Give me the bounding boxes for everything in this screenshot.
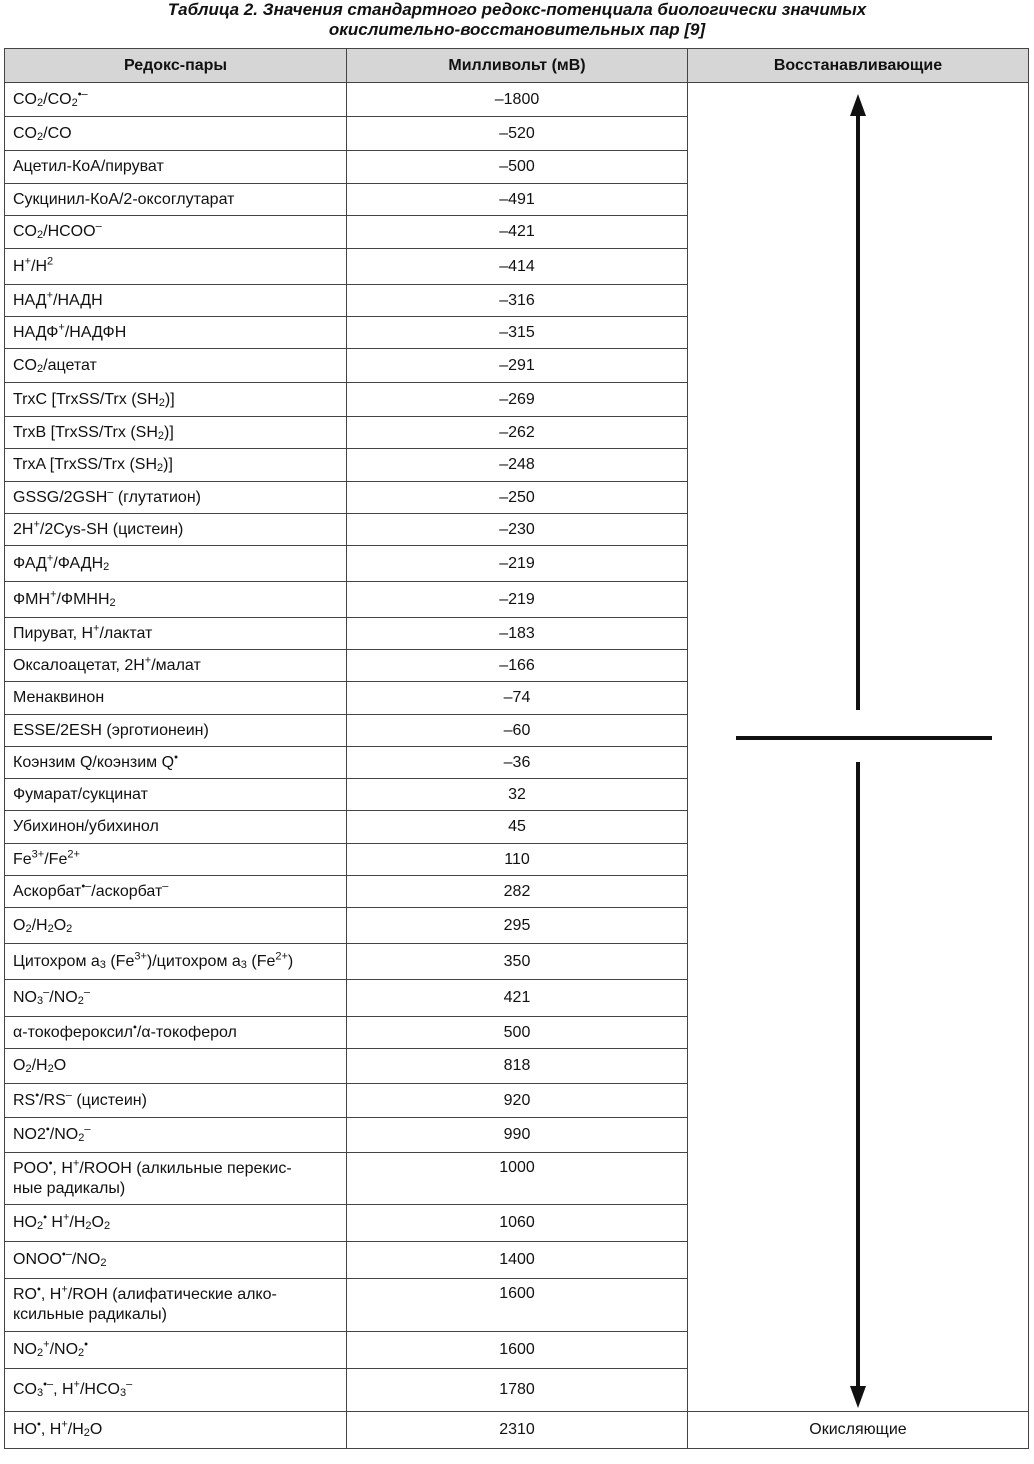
redox-pair-cell: TrxA [TrxSS/Trx $(SH_2)$]: [5, 449, 347, 482]
millivolt-cell: –500: [347, 151, 688, 184]
redox-pair-cell: $NO_2^+/NO_2^•$: [5, 1332, 347, 1369]
millivolt-cell: –520: [347, 117, 688, 151]
millivolt-cell: –74: [347, 682, 688, 715]
millivolt-cell: –1800: [347, 83, 688, 117]
redox-pair-cell: $CO_2/CO$: [5, 117, 347, 151]
millivolt-cell: –315: [347, 317, 688, 349]
redox-pair-cell: $Fe^{3+}/Fe^{2+}$: [5, 844, 347, 876]
redox-pair-cell: Аскорбат•–/аскорбат–: [5, 876, 347, 908]
redox-pair-cell: $HO_2^•$ $H^+/H_2O_2$: [5, 1205, 347, 1242]
millivolt-cell: –414: [347, 249, 688, 285]
redox-pair-cell: Менаквинон: [5, 682, 347, 715]
redox-pair-cell: Ацетил-КоА/пируват: [5, 151, 347, 184]
millivolt-cell: 282: [347, 876, 688, 908]
millivolt-cell: –60: [347, 715, 688, 747]
millivolt-cell: 1780: [347, 1369, 688, 1412]
millivolt-cell: 990: [347, 1118, 688, 1153]
millivolt-cell: 110: [347, 844, 688, 876]
redox-pair-cell: GSSG/2GSH– (глутатион): [5, 482, 347, 514]
redox-pair-cell: $O_2/H_2O$: [5, 1049, 347, 1084]
millivolt-cell: –491: [347, 184, 688, 216]
millivolt-cell: 45: [347, 811, 688, 844]
caption-line-1: Таблица 2. Значения стандартного редокс-потенциала биологически значимых: [167, 0, 867, 19]
millivolt-cell: –291: [347, 349, 688, 383]
millivolt-cell: 421: [347, 980, 688, 1017]
redox-pair-cell: $CO_2/CO_2^{•-}$: [5, 83, 347, 117]
oxidizing-label: Окисляющие: [688, 1412, 1029, 1449]
redox-pair-cell: TrxB [TrxSS/Trx $(SH_2)$]: [5, 417, 347, 449]
redox-pair-cell: Коэнзим Q/коэнзим Q•: [5, 747, 347, 779]
redox-pair-cell: Фумарат/сукцинат: [5, 779, 347, 811]
millivolt-cell: –250: [347, 482, 688, 514]
millivolt-cell: –248: [347, 449, 688, 482]
redox-pair-cell: Пируват, H+/лактат: [5, 618, 347, 650]
redox-pair-cell: $H^+/H^2$: [5, 249, 347, 285]
redox-pair-cell: НАД+/НАДН: [5, 285, 347, 317]
millivolt-cell: 32: [347, 779, 688, 811]
caption-line-2: окислительно-восстановительных пар [9]: [328, 20, 706, 39]
header-row: [5, 49, 1029, 83]
millivolt-cell: –166: [347, 650, 688, 682]
redox-pair-cell: HO•, $H^+/H_2O$: [5, 1412, 347, 1449]
redox-pair-cell: НАДФ+/НАДФН: [5, 317, 347, 349]
table-caption: [0, 0, 1034, 40]
millivolt-cell: –262: [347, 417, 688, 449]
millivolt-cell: 818: [347, 1049, 688, 1084]
redox-pair-cell: $ФМН^+/ФМНН_2$: [5, 582, 347, 618]
redox-pair-cell: $CO_3^{•-}$, $H^+/HCO_3^-$: [5, 1369, 347, 1412]
redox-pair-cell: $CO_2/HCOO^-$: [5, 216, 347, 249]
redox-pair-cell: TrxC [TrxSS/Trx $(SH_2)$]: [5, 383, 347, 417]
redox-pair-cell: $O_2/H_2O_2$: [5, 908, 347, 944]
redox-pair-cell: $CO_2$/ацетат: [5, 349, 347, 383]
millivolt-cell: 1400: [347, 1242, 688, 1279]
millivolt-cell: –219: [347, 546, 688, 582]
millivolt-cell: –219: [347, 582, 688, 618]
millivolt-cell: 350: [347, 944, 688, 980]
potential-direction-arrows: [690, 82, 1000, 1422]
redox-pair-cell: ESSE/2ESH (эрготионеин): [5, 715, 347, 747]
redox-pair-cell: Сукцинил-КоА/2-оксоглутарат: [5, 184, 347, 216]
arrow-down-head: [850, 1386, 866, 1408]
redox-pair-cell: POO•, H+/ROOH (алкильные перекис- ные радикалы): [5, 1153, 347, 1205]
millivolt-cell: –230: [347, 514, 688, 546]
millivolt-cell: 920: [347, 1084, 688, 1118]
redox-pair-cell: $ONOO^{•-}/NO_2$: [5, 1242, 347, 1279]
header-mv: Милливольт (мВ): [347, 49, 688, 83]
millivolt-cell: 500: [347, 1017, 688, 1049]
redox-pair-cell: RS•/RS– (цистеин): [5, 1084, 347, 1118]
redox-pair-cell: 2H+/2Cys-SH (цистеин): [5, 514, 347, 546]
millivolt-cell: –269: [347, 383, 688, 417]
redox-pair-cell: $NO2^•/NO_2^-$: [5, 1118, 347, 1153]
millivolt-cell: –421: [347, 216, 688, 249]
header-reducing: Восстанавливающие: [688, 49, 1029, 83]
millivolt-cell: 1600: [347, 1279, 688, 1332]
millivolt-cell: –183: [347, 618, 688, 650]
redox-pair-cell: Оксалоацетат, 2H+/малат: [5, 650, 347, 682]
redox-pair-cell: Убихинон/убихинол: [5, 811, 347, 844]
millivolt-cell: 295: [347, 908, 688, 944]
millivolt-cell: 2310: [347, 1412, 688, 1449]
arrow-up-head: [850, 94, 866, 116]
millivolt-cell: –36: [347, 747, 688, 779]
redox-pair-cell: $NO_3^-/NO_2^-$: [5, 980, 347, 1017]
millivolt-cell: 1600: [347, 1332, 688, 1369]
redox-pair-cell: $ФАД^+/ФАДН_2$: [5, 546, 347, 582]
millivolt-cell: 1060: [347, 1205, 688, 1242]
millivolt-cell: 1000: [347, 1153, 688, 1205]
millivolt-cell: –316: [347, 285, 688, 317]
header-pair: Редокс-пары: [5, 49, 347, 83]
redox-pair-cell: RO•, H+/ROH (алифатические алко- ксильные радикалы): [5, 1279, 347, 1332]
redox-pair-cell: α-токофероксил•/α-токоферол: [5, 1017, 347, 1049]
redox-pair-cell: Цитохром $a_3$ $(Fe^{3+})$/цитохром $a_3$ $(Fe^{2+})$: [5, 944, 347, 980]
